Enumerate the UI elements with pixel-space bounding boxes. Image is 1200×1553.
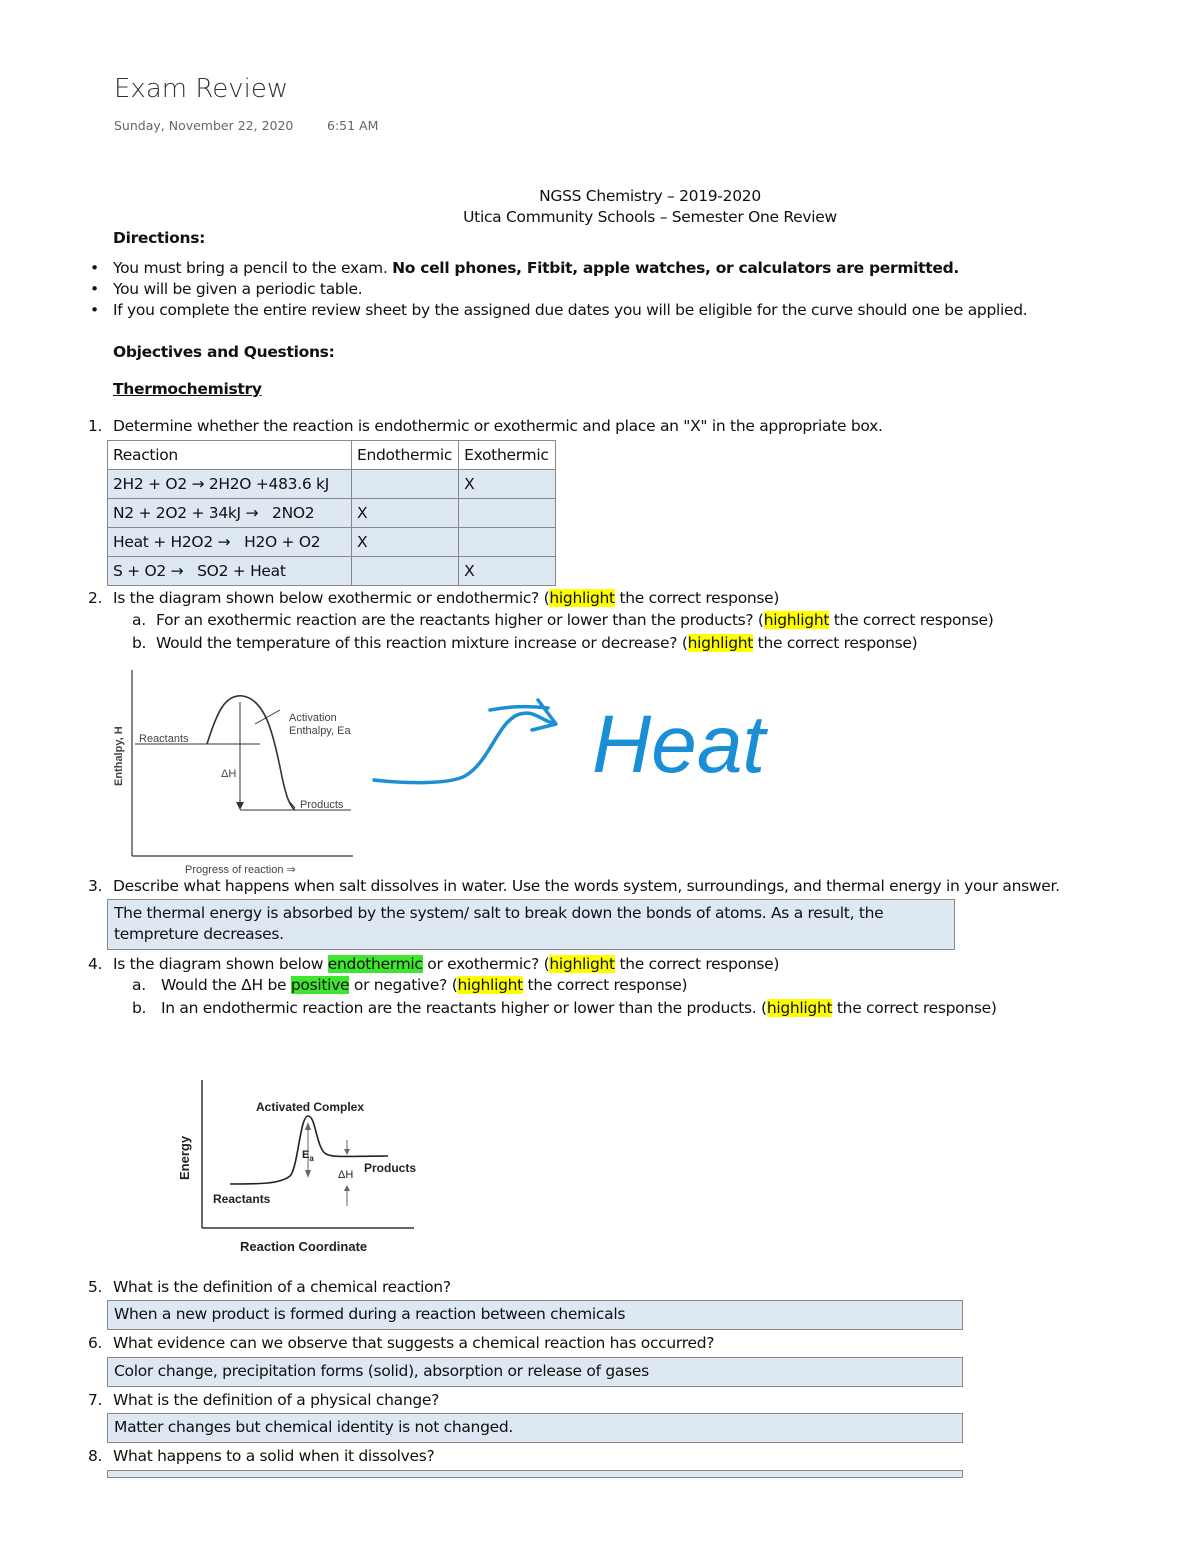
exothermic-diagram	[105, 662, 365, 878]
table-cell[interactable]: X	[352, 528, 459, 557]
arrow-head-icon	[236, 802, 244, 810]
q2a-text-pre: For an exothermic reaction are the reactants higher or lower than the products? (	[156, 611, 764, 629]
q4b-label: b.	[132, 999, 147, 1017]
handwritten-heat-text: Heat	[592, 699, 766, 790]
q8-number: 8.	[88, 1447, 103, 1465]
q3-text: Describe what happens when salt dissolves in water. Use the words system, surroundings, and thermal energy in your answer.	[113, 877, 1060, 895]
q5-answer-box[interactable]	[107, 1300, 963, 1330]
y-axis-label: Enthalpy, H	[113, 726, 125, 786]
table-row	[108, 528, 556, 557]
highlight-word: highlight	[766, 999, 833, 1017]
reactants-label: Reactants	[139, 733, 189, 745]
table-header-row	[108, 441, 556, 470]
y-axis-label: Energy	[177, 1135, 192, 1180]
q7-text: What is the definition of a physical change?	[113, 1391, 440, 1409]
q4a-label: a.	[132, 976, 146, 994]
q1-number: 1.	[88, 417, 103, 435]
bullet: •	[90, 259, 99, 277]
highlight-word: highlight	[549, 589, 615, 607]
table-header: Reaction	[108, 441, 352, 470]
delta-h-label: ΔH	[338, 1169, 354, 1181]
bullet: •	[90, 301, 99, 319]
table-cell: S + O2 → SO2 + Heat	[108, 557, 352, 586]
q4b-text-pre: In an endothermic reaction are the reactants higher or lower than the products. (	[161, 999, 767, 1017]
q2b-text	[156, 634, 917, 652]
q4b-text-post: the correct response)	[832, 999, 997, 1017]
table-cell[interactable]	[352, 470, 459, 499]
q3-answer-line2: tempreture decreases.	[114, 925, 284, 943]
q4a-text-mid: or negative? (	[349, 976, 458, 994]
q3-answer-line1: The thermal energy is absorbed by the system/ salt to break down the bonds of atoms. As a result, the	[114, 904, 884, 922]
q4-text-mid: or exothermic? (	[422, 955, 550, 973]
arrow-up-icon	[344, 1185, 350, 1191]
note-time: 6:51 AM	[327, 118, 379, 133]
directions-item-text: If you complete the entire review sheet by the assigned due dates you will be eligible for the curve should one be applied.	[113, 301, 1028, 319]
x-axis-label: Reaction Coordinate	[240, 1239, 368, 1254]
highlight-word: highlight	[763, 611, 830, 629]
objectives-heading: Objectives and Questions:	[113, 343, 335, 361]
table-cell: 2H2 + O2 → 2H2O +483.6 kJ	[108, 470, 352, 499]
q2a-label: a.	[132, 611, 146, 629]
q2b-text-post: the correct response)	[753, 634, 918, 652]
table-header: Endothermic	[352, 441, 459, 470]
x-axis-label: Progress of reaction ⇒	[185, 864, 296, 876]
q4-text-post: the correct response)	[614, 955, 780, 973]
q2-text-post: the correct response)	[614, 589, 780, 607]
delta-h-label: ΔH	[221, 768, 237, 780]
directions-item	[90, 280, 363, 298]
q2-text	[113, 589, 779, 607]
q5-text: What is the definition of a chemical reaction?	[113, 1278, 451, 1296]
q7-answer-box[interactable]	[107, 1413, 963, 1443]
q4-text-pre: Is the diagram shown below	[113, 955, 328, 973]
table-cell[interactable]: X	[352, 499, 459, 528]
q2-number: 2.	[88, 589, 103, 607]
table-cell[interactable]: X	[459, 557, 555, 586]
q6-answer: Color change, precipitation forms (solid), absorption or release of gases	[114, 1362, 649, 1380]
activated-complex-label: Activated Complex	[256, 1100, 365, 1114]
selected-answer-highlight: endothermic	[327, 955, 423, 973]
q7-answer: Matter changes but chemical identity is not changed.	[114, 1418, 514, 1436]
q2a-text	[156, 611, 993, 629]
q7-number: 7.	[88, 1391, 103, 1409]
reaction-table	[107, 440, 556, 586]
table-row	[108, 470, 556, 499]
q5-answer: When a new product is formed during a reaction between chemicals	[114, 1305, 626, 1323]
table-cell[interactable]	[459, 499, 555, 528]
directions-item-text: You will be given a periodic table.	[113, 280, 363, 298]
q6-answer-box[interactable]	[107, 1357, 963, 1387]
section-heading: Thermochemistry	[113, 380, 262, 398]
note-date: Sunday, November 22, 2020	[114, 118, 294, 133]
directions-item-bold: No cell phones, Fitbit, apple watches, or calculators are permitted.	[392, 259, 959, 277]
q6-number: 6.	[88, 1334, 103, 1352]
directions-item	[90, 259, 959, 277]
handwritten-arrow	[374, 713, 555, 783]
products-label: Products	[300, 799, 344, 811]
table-cell[interactable]: X	[459, 470, 555, 499]
q2b-text-pre: Would the temperature of this reaction mixture increase or decrease? (	[156, 634, 688, 652]
directions-item-text: You must bring a pencil to the exam.	[113, 259, 393, 277]
q4a-text-post: the correct response)	[522, 976, 688, 994]
note-title: Exam Review	[114, 74, 289, 104]
q3-number: 3.	[88, 877, 103, 895]
q8-answer-box[interactable]	[107, 1470, 963, 1478]
arrow-down-icon	[344, 1149, 350, 1155]
activation-label-2: Enthalpy, Ea	[289, 725, 351, 737]
q1-text: Determine whether the reaction is endothermic or exothermic and place an "X" in the appropriate box.	[113, 417, 883, 435]
doc-header-line1: NGSS Chemistry – 2019-2020	[539, 187, 761, 205]
doc-header-line2: Utica Community Schools – Semester One Review	[463, 208, 837, 226]
activation-label: Activation	[289, 712, 337, 724]
ea-label: $E_a$	[302, 1149, 314, 1163]
bullet: •	[90, 280, 99, 298]
q5-number: 5.	[88, 1278, 103, 1296]
q6-text: What evidence can we observe that suggests a chemical reaction has occurred?	[113, 1334, 715, 1352]
products-label: Products	[364, 1161, 417, 1175]
directions-heading: Directions:	[113, 229, 206, 247]
table-cell: Heat + H2O2 → H2O + O2	[108, 528, 352, 557]
q4-text	[113, 955, 779, 973]
q3-answer-box[interactable]	[107, 899, 955, 950]
table-row	[108, 557, 556, 586]
table-header: Exothermic	[459, 441, 555, 470]
table-cell[interactable]	[459, 528, 555, 557]
q8-text: What happens to a solid when it dissolves?	[113, 1447, 435, 1465]
q4b-text	[161, 999, 997, 1017]
table-cell: N2 + 2O2 + 34kJ → 2NO2	[108, 499, 352, 528]
highlight-word: highlight	[549, 955, 615, 973]
selected-answer-highlight: positive	[290, 976, 350, 994]
endothermic-diagram	[170, 1076, 430, 1262]
energy-curve	[207, 696, 295, 810]
q2a-text-post: the correct response)	[829, 611, 994, 629]
table-cell[interactable]	[352, 557, 459, 586]
highlight-word: highlight	[457, 976, 523, 994]
table-row	[108, 499, 556, 528]
reactants-label: Reactants	[213, 1192, 271, 1206]
q4-number: 4.	[88, 955, 103, 973]
handwritten-annotation	[370, 680, 770, 800]
arrow-down-icon	[305, 1170, 311, 1178]
directions-item	[90, 301, 1028, 319]
q2-text-pre: Is the diagram shown below exothermic or endothermic? (	[113, 589, 550, 607]
q4a-text-pre: Would the ΔH be	[161, 976, 291, 994]
q2b-label: b.	[132, 634, 147, 652]
q4a-text	[161, 976, 687, 994]
arrow-up-icon	[305, 1122, 311, 1130]
highlight-word: highlight	[687, 634, 754, 652]
